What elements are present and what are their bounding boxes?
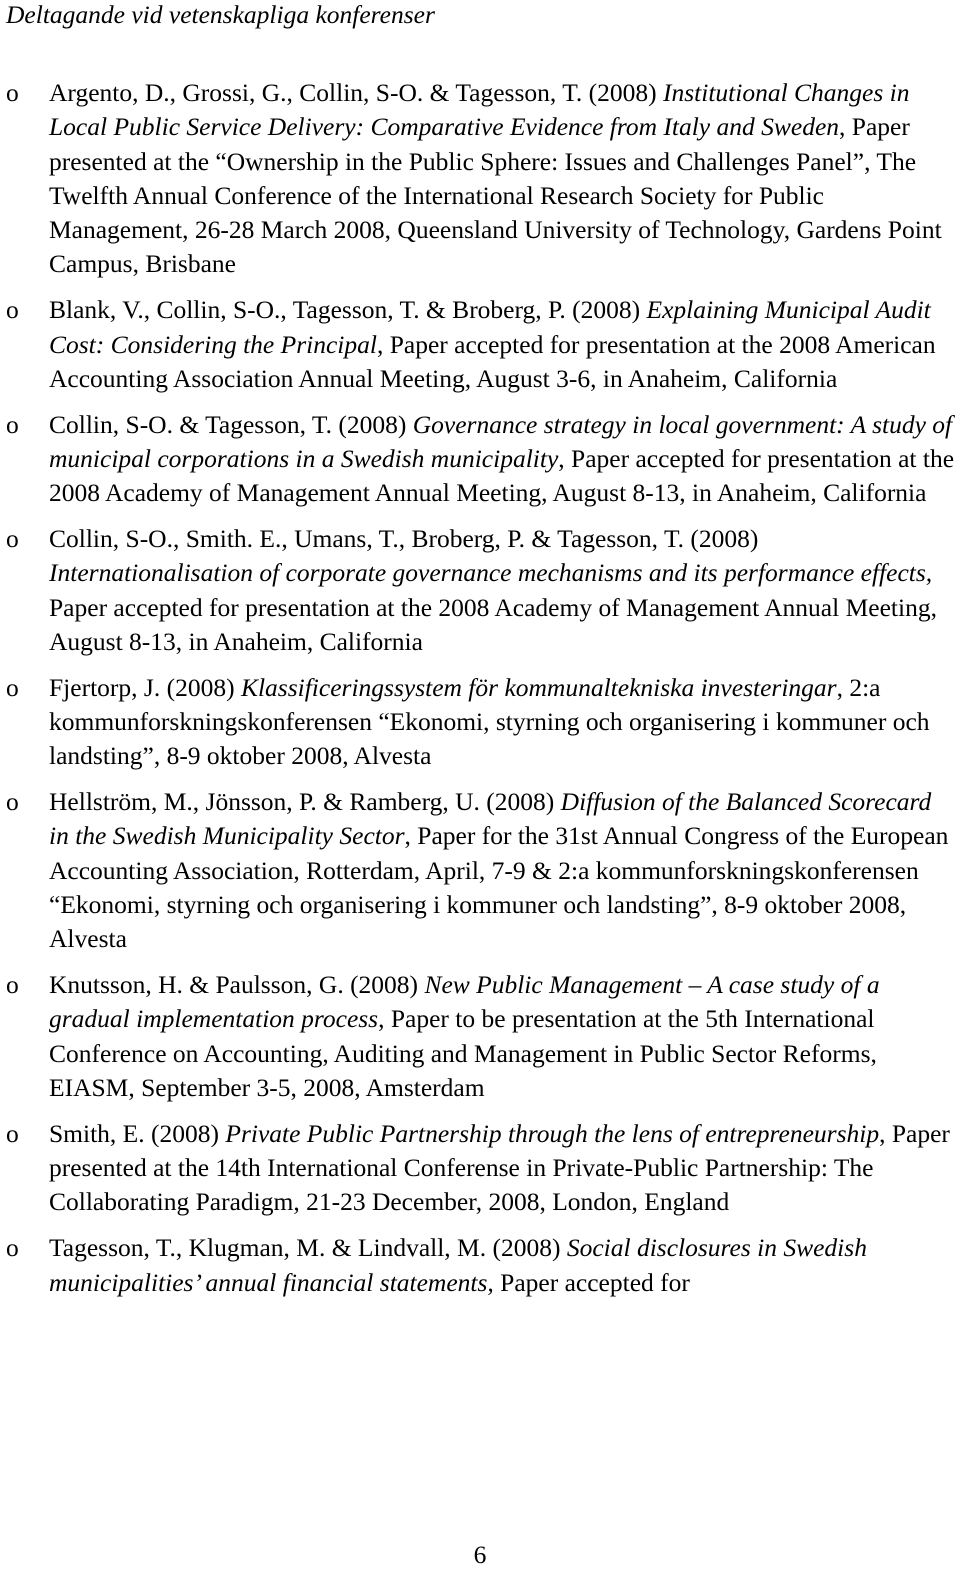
- reference-authors: Knutsson, H. & Paulsson, G. (2008): [49, 970, 425, 1000]
- bullet-icon: o: [6, 409, 19, 439]
- reference-title: Governance strategy in local government: A study of municipal corporations in a Swedish municipality: [49, 409, 953, 473]
- list-item: [0, 1231, 960, 1300]
- reference-authors: Collin, S-O. & Tagesson, T. (2008): [49, 409, 413, 439]
- reference-authors: Argento, D., Grossi, G., Collin, S-O. & Tagesson, T. (2008): [49, 78, 663, 107]
- reference-details: Paper accepted for: [493, 1267, 690, 1297]
- reference-details: , Paper accepted for presentation at the 2008 American Accounting Association Annual Meeting, August 3-6, in Anaheim, California: [49, 329, 936, 393]
- reference-details: , Paper presented at the “Ownership in the Public Sphere: Issues and Challenges Panel”, The Twelfth Annual Conference of the International Research Society for Public Management, 26-28 March 2008, Queensland University of Technology, Gardens Point Campus, Brisbane: [49, 112, 942, 279]
- list-item: [0, 293, 960, 396]
- reference-details: , Paper to be presentation at the 5th International Conference on Accounting, Auditing and Management in Public Sector Reforms, EIASM, September 3-5, 2008, Amsterdam: [49, 1004, 877, 1103]
- reference-title: Internationalisation of corporate governance mechanisms and its performance effects,: [49, 558, 933, 588]
- reference-list: [0, 76, 960, 1311]
- reference-title: Private Public Partnership through the lens of entrepreneurship: [225, 1118, 880, 1148]
- bullet-icon: o: [6, 672, 19, 702]
- bullet-icon: o: [6, 1233, 19, 1263]
- reference-title: Diffusion of the Balanced Scorecard in the Swedish Municipality Sector: [49, 787, 932, 851]
- list-item: [0, 522, 960, 659]
- bullet-icon: o: [6, 295, 19, 325]
- reference-title: Explaining Municipal Audit Cost: Considering the Principal: [49, 295, 931, 359]
- reference-details: , Paper for the 31st Annual Congress of the European Accounting Association, Rotterdam, April, 7-9 & 2:a kommunforskningskonferensen “Ekonomi, styrning och organisering i kommuner och landsting”, 8-9 oktober 2008, Alvesta: [49, 821, 949, 954]
- bullet-icon: o: [6, 970, 19, 1000]
- list-item: [0, 968, 960, 1105]
- list-item: [0, 671, 960, 774]
- reference-authors: Fjertorp, J. (2008): [49, 672, 241, 702]
- reference-authors: Smith, E. (2008): [49, 1118, 226, 1148]
- reference-details: , 2:a kommunforskningskonferensen “Ekonomi, styrning och organisering i kommuner och landsting”, 8-9 oktober 2008, Alvesta: [49, 672, 930, 771]
- list-item: [0, 76, 960, 282]
- list-item: [0, 408, 960, 511]
- bullet-icon: o: [6, 524, 19, 554]
- list-item: [0, 1117, 960, 1220]
- page-number: 6: [473, 1540, 487, 1569]
- reference-authors: Hellström, M., Jönsson, P. & Ramberg, U. (2008): [49, 787, 561, 817]
- reference-authors: Collin, S-O., Smith. E., Umans, T., Broberg, P. & Tagesson, T. (2008): [49, 524, 759, 554]
- reference-details: , Paper presented at the 14th International Conferense in Private-Public Partnership: The Collaborating Paradigm, 21-23 December, 2008, London, England: [49, 1118, 950, 1217]
- reference-title: Institutional Changes in Local Public Service Delivery: Comparative Evidence from Italy and Sweden: [49, 78, 910, 142]
- reference-details: , Paper accepted for presentation at the 2008 Academy of Management Annual Meeting, August 8-13, in Anaheim, California: [49, 443, 955, 508]
- reference-authors: Blank, V., Collin, S-O., Tagesson, T. & Broberg, P. (2008): [49, 295, 647, 325]
- reference-details: Paper accepted for presentation at the 2008 Academy of Management Annual Meeting, August 8-13, in Anaheim, California: [49, 592, 937, 656]
- page-title: Deltagande vid vetenskapliga konferenser: [6, 0, 435, 29]
- list-item: [0, 785, 960, 956]
- bullet-icon: o: [6, 78, 19, 107]
- reference-title: Social disclosures in Swedish municipalities’ annual financial statements,: [49, 1233, 867, 1297]
- bullet-icon: o: [6, 787, 19, 817]
- reference-authors: Tagesson, T., Klugman, M. & Lindvall, M. (2008): [49, 1233, 567, 1263]
- reference-title: New Public Management – A case study of a gradual implementation process: [49, 970, 880, 1034]
- reference-title: Klassificeringssystem för kommunaltekniska investeringar: [240, 672, 837, 702]
- bullet-icon: o: [6, 1118, 19, 1148]
